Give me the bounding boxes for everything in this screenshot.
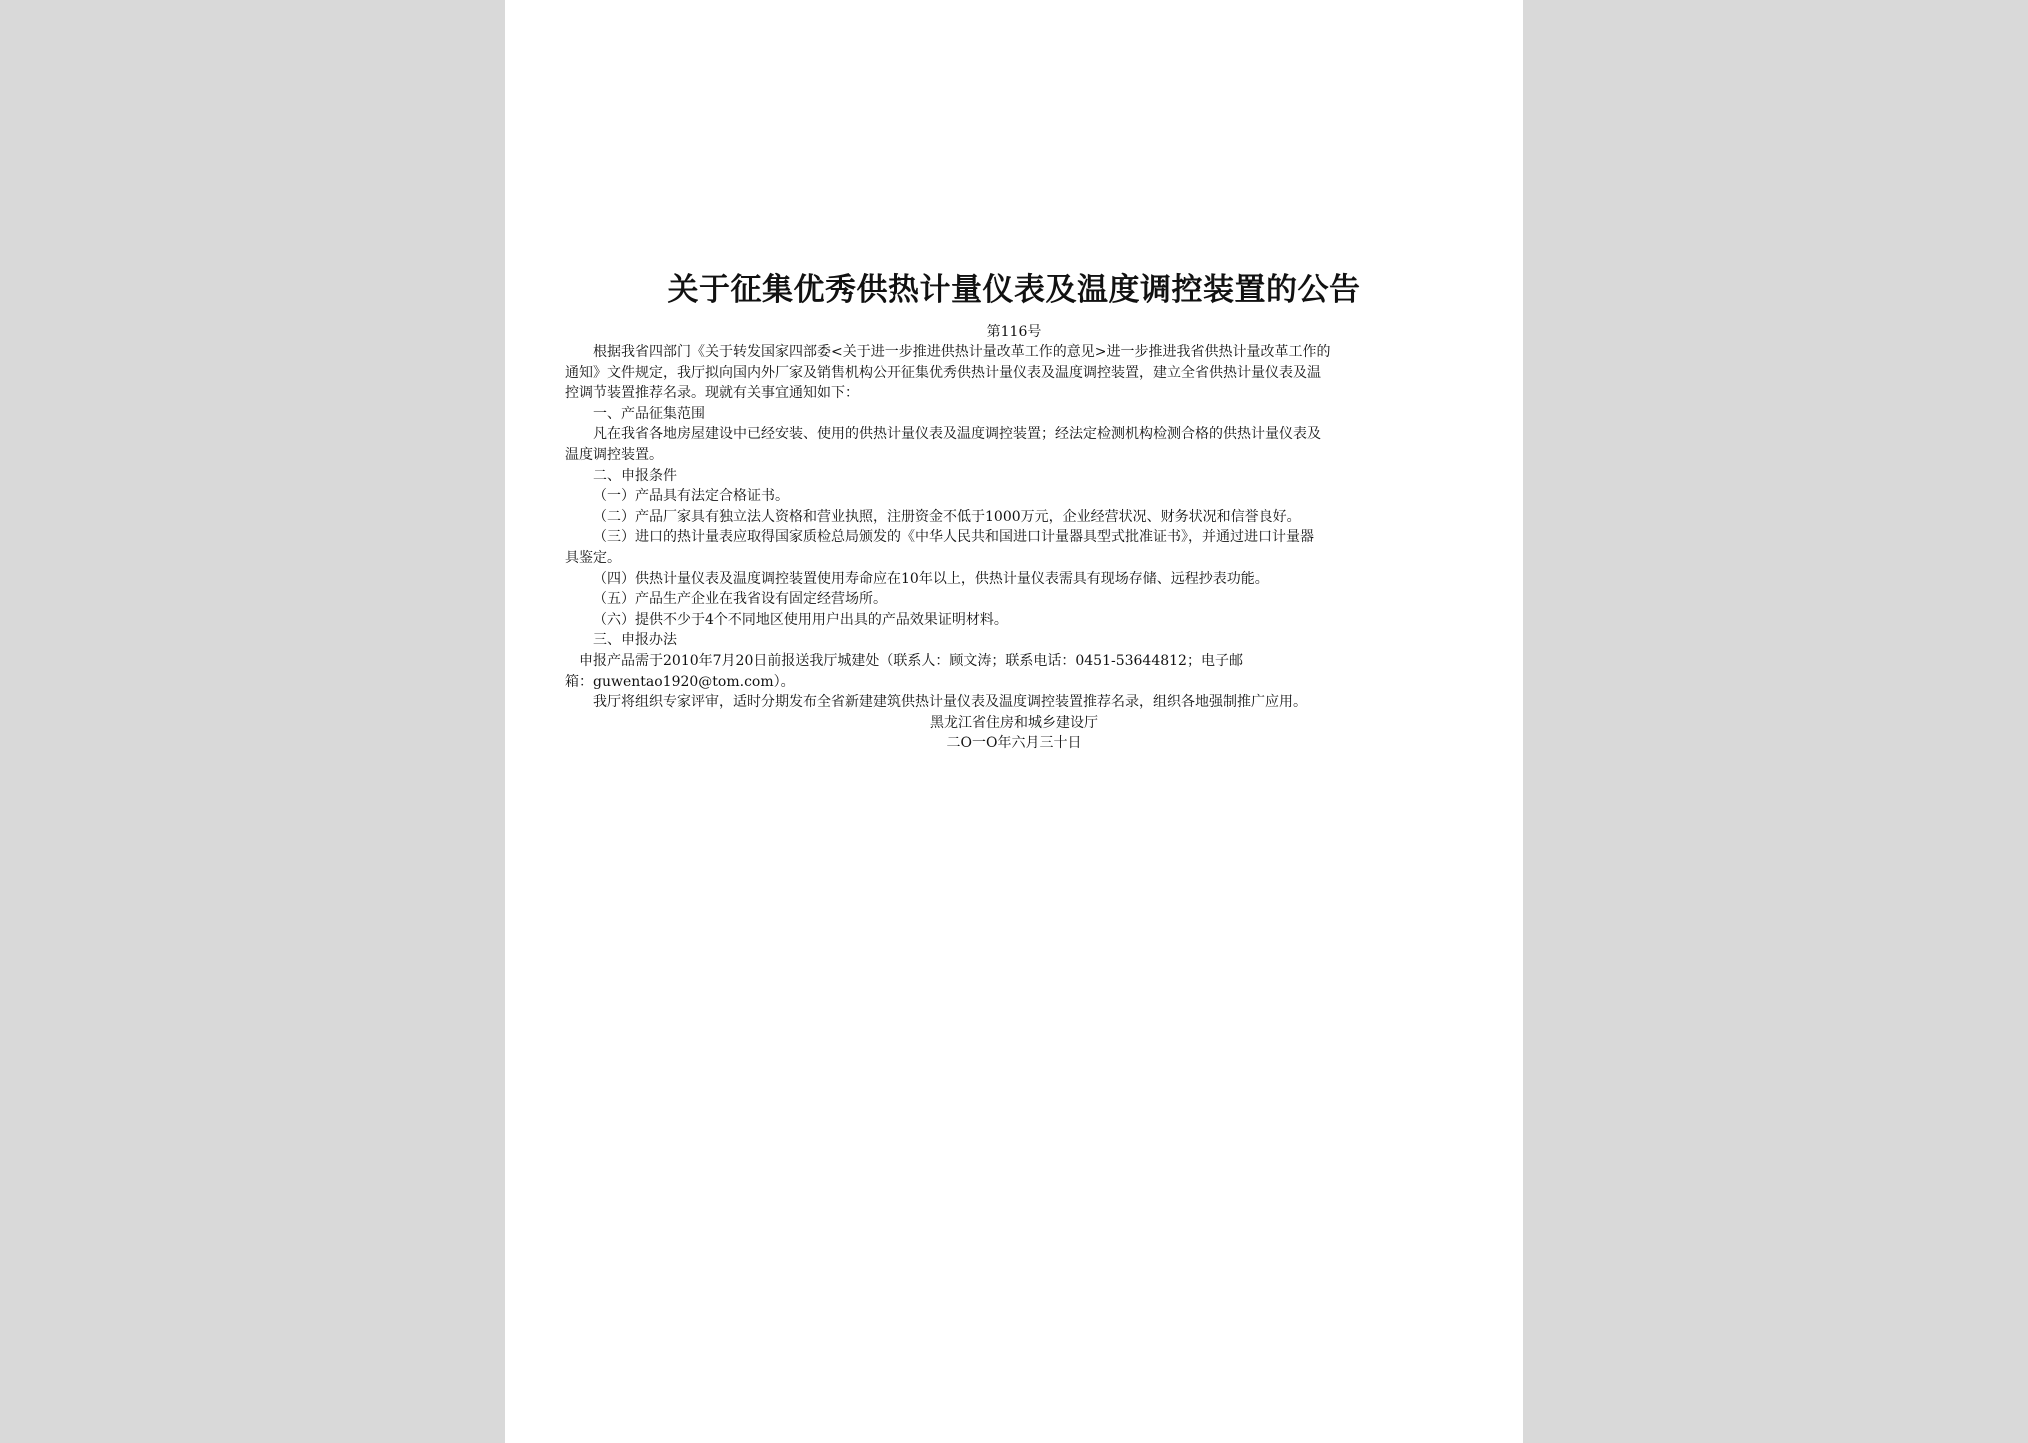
- signature-line: 黑龙江省住房和城乡建设厅: [930, 714, 1098, 731]
- body-line: 申报产品需于2010年7月20日前报送我厅城建处（联系人：顾文涛；联系电话：0451-53644812；电子邮: [579, 652, 1243, 669]
- body-line: 二、申报条件: [593, 467, 677, 484]
- body-line: 凡在我省各地房屋建设中已经安装、使用的供热计量仪表及温度调控装置；经法定检测机构检测合格的供热计量仪表及: [593, 426, 1321, 443]
- signature-line: 二O一O年六月三十日: [946, 735, 1082, 752]
- document-content: [565, 268, 1463, 754]
- document-body: [565, 342, 1463, 754]
- body-line: 通知》文件规定，我厅拟向国内外厂家及销售机构公开征集优秀供热计量仪表及温度调控装置，建立全省供热计量仪表及温: [565, 364, 1321, 381]
- document-title: 关于征集优秀供热计量仪表及温度调控装置的公告: [667, 272, 1361, 308]
- body-line: 三、申报办法: [593, 632, 677, 649]
- body-line: 根据我省四部门《关于转发国家四部委<关于进一步推进供热计量改革工作的意见>进一步推进我省供热计量改革工作的: [593, 344, 1331, 360]
- body-line: （四）供热计量仪表及温度调控装置使用寿命应在10年以上，供热计量仪表需具有现场存储、远程抄表功能。: [593, 570, 1269, 587]
- body-line: （五）产品生产企业在我省设有固定经营场所。: [593, 591, 887, 608]
- body-line: （一）产品具有法定合格证书。: [593, 488, 789, 505]
- body-line: （六）提供不少于4个不同地区使用用户出具的产品效果证明材料。: [593, 611, 1008, 628]
- body-line: （二）产品厂家具有独立法人资格和营业执照，注册资金不低于1000万元，企业经营状况、财务状况和信誉良好。: [593, 508, 1301, 525]
- body-line: 我厅将组织专家评审，适时分期发布全省新建建筑供热计量仪表及温度调控装置推荐名录，组织各地强制推广应用。: [593, 694, 1307, 711]
- body-line: 具鉴定。: [565, 549, 621, 566]
- body-line: 温度调控装置。: [565, 446, 663, 463]
- body-line: （三）进口的热计量表应取得国家质检总局颁发的《中华人民共和国进口计量器具型式批准证书》，并通过进口计量器: [593, 529, 1314, 546]
- body-line: 一、产品征集范围: [593, 405, 705, 422]
- body-line: 控调节装置推荐名录。现就有关事宜通知如下：: [565, 385, 859, 402]
- body-line: 箱：guwentao1920@tom.com）。: [565, 673, 795, 690]
- document-number: 第116号: [986, 324, 1042, 340]
- document-page: [505, 0, 1523, 1443]
